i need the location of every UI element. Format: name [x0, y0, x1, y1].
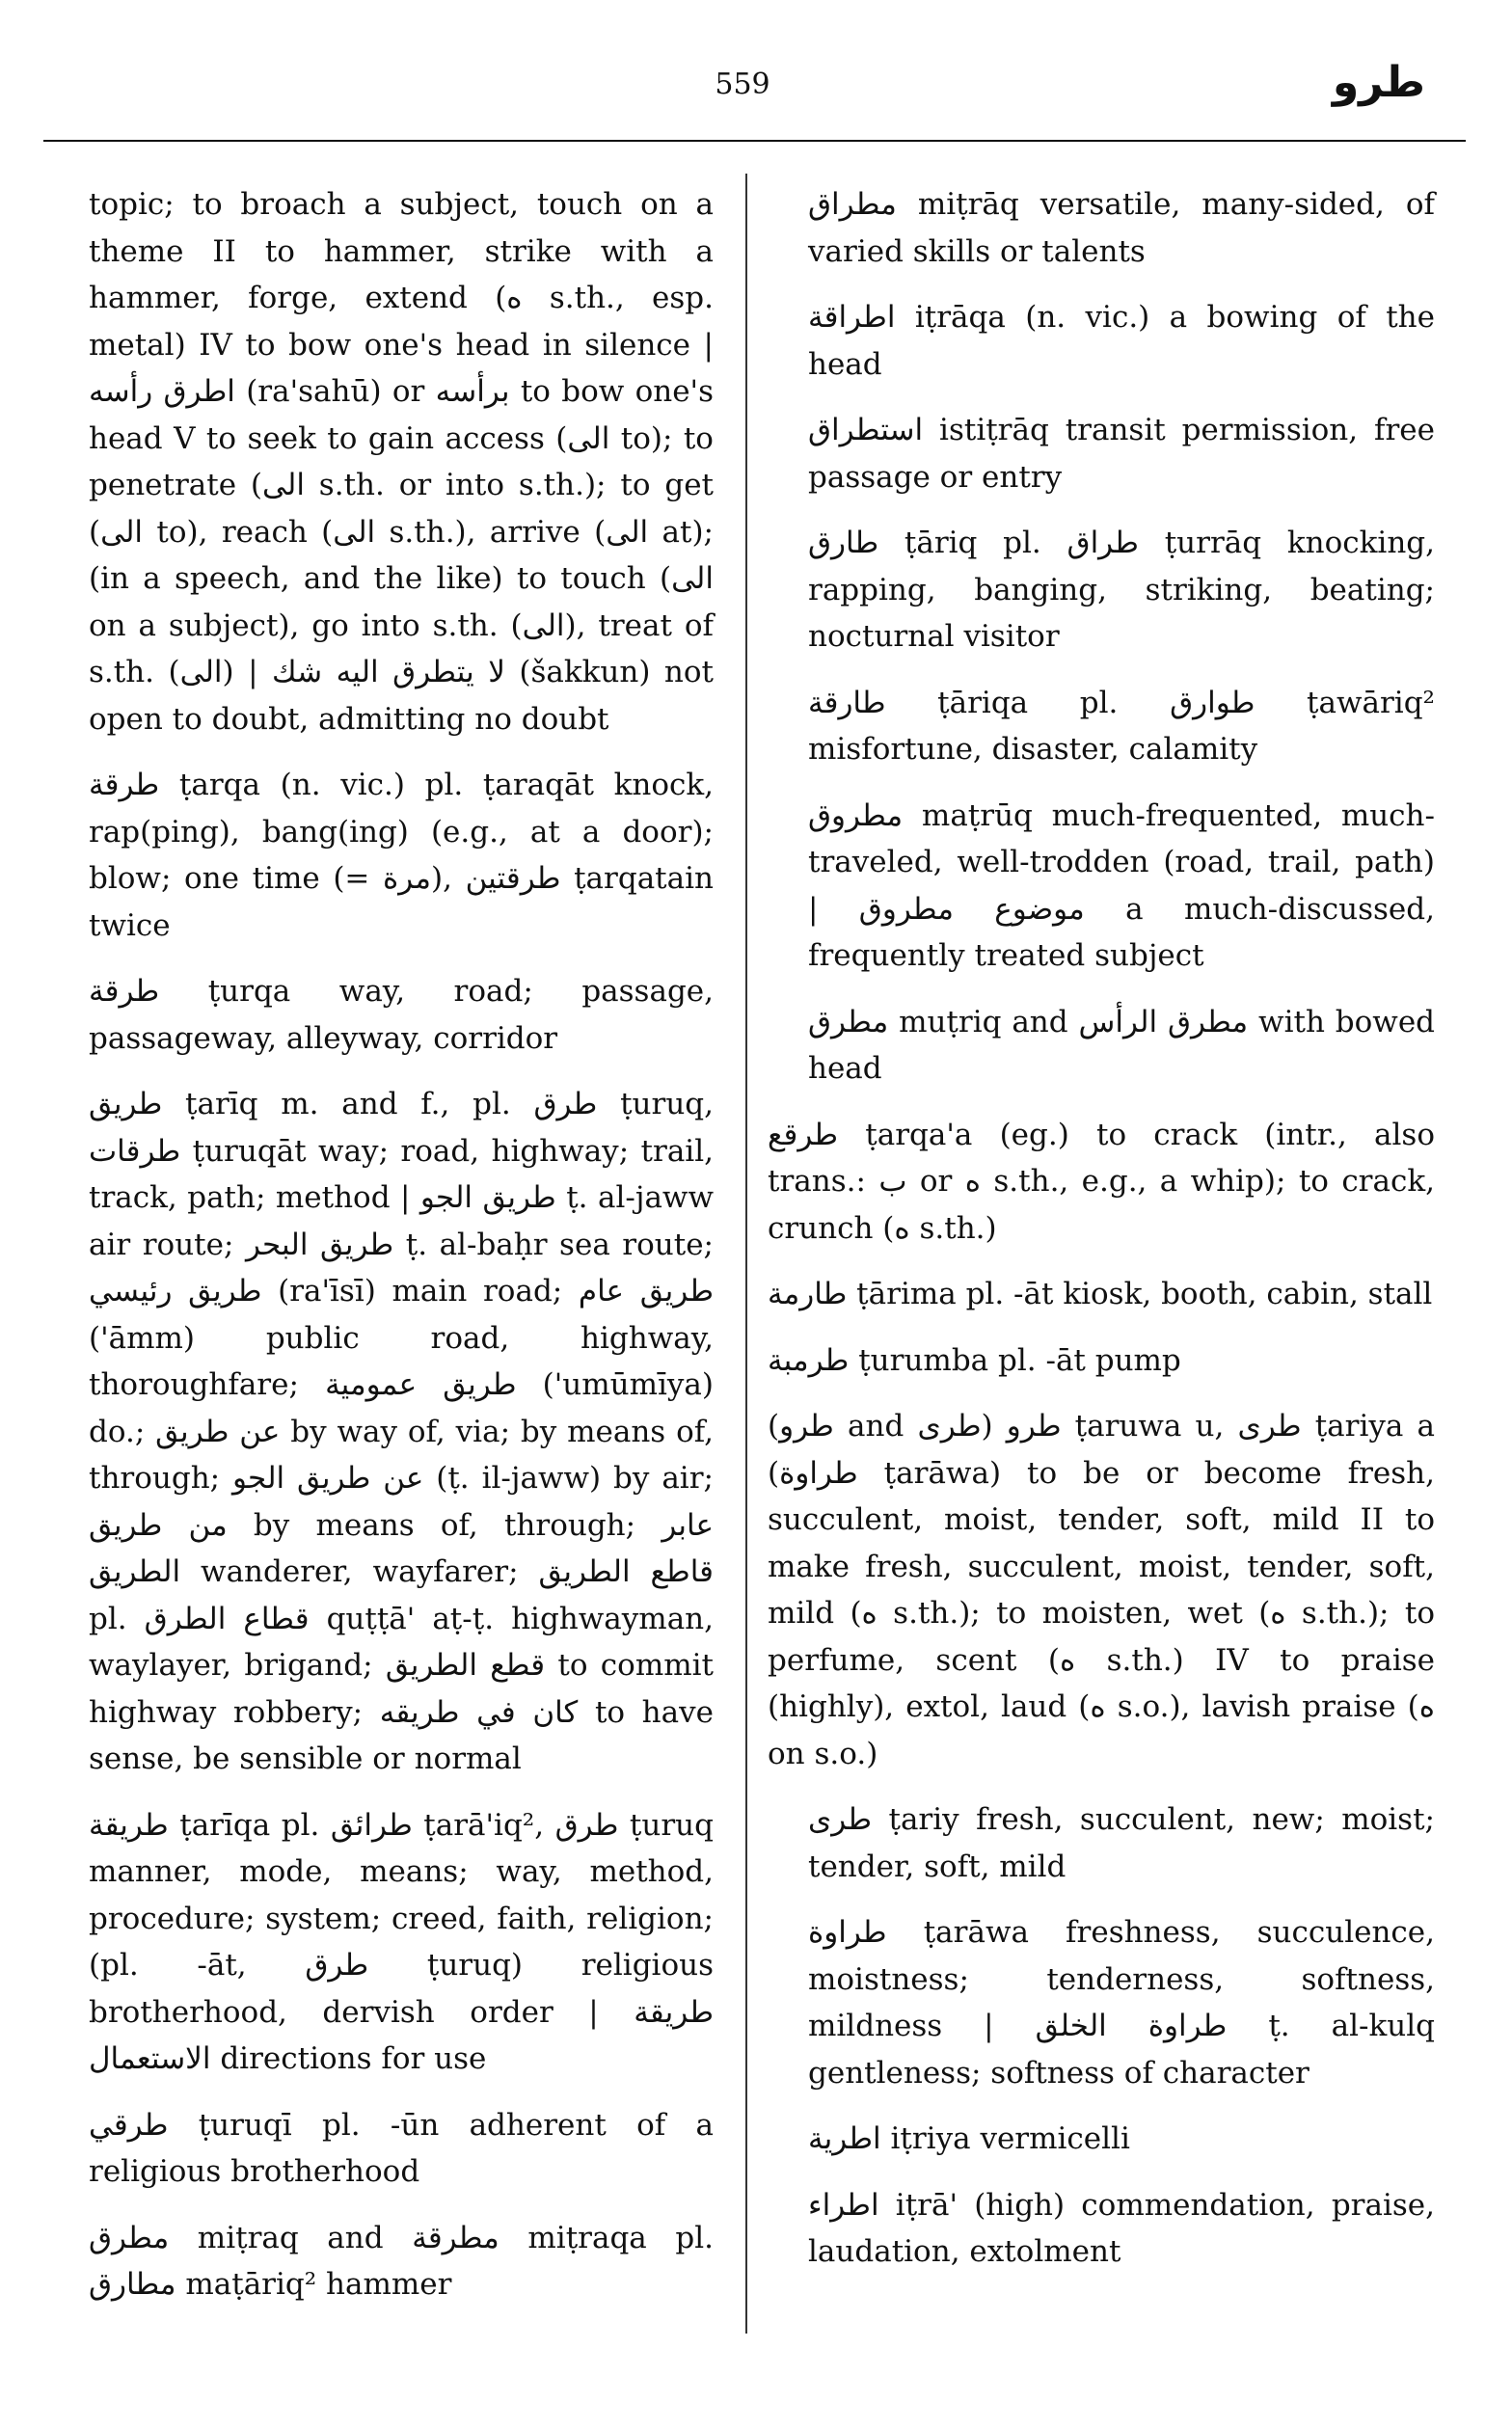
page-number: 559	[715, 67, 770, 101]
dictionary-entry: اطراء iṭrā' (high) commendation, praise, laudation, extolment	[808, 2187, 1435, 2269]
dictionary-entry: طريقة ṭarīqa pl. طرائق ṭarā'iq², طرق ṭuruq manner, mode, means; way, method, procedure; system; creed, faith, religion; (pl. -āt, طرق ṭuruq) religious brotherhood, dervish order | طريقة الاستعمال directions for use	[89, 1807, 714, 2076]
dictionary-entry: مطراق miṭrāq versatile, many-sided, of varied skills or talents	[808, 187, 1435, 269]
dictionary-entry: مطرق muṭriq and مطرق الرأس with bowed head	[808, 1004, 1436, 1086]
dictionary-entry: اطرية iṭriya vermicelli	[808, 2121, 1130, 2156]
dictionary-entry: طرقة ṭarqa (n. vic.) pl. ṭaraqāt knock, rap(ping), bang(ing) (e.g., at a door); blow; one time (= مرة), طرقتين ṭarqatain twice	[89, 768, 714, 943]
dictionary-entry: مطرق miṭraq and مطرقة miṭraqa pl. مطارق maṭāriq² hammer	[89, 2220, 714, 2302]
dictionary-entry: مطروق maṭrūq much-frequented, much-traveled, well-trodden (road, trail, path) | موضوع مطروق a much-discussed, frequently treated subject	[808, 797, 1435, 973]
dictionary-root-entry: (طرو and طرى) طرو ṭaruwa u, طرى ṭariya a (طراوة ṭarāwa) to be or become fresh, succulent, moist, tender, soft, mild II to make fresh, succulent, moist, tender, soft, mild (ه s.th.); to moisten, wet (ه s.th.); to perfume, scent (ه s.th.) IV to praise (highly), extol, laud (ه s.o.), lavish praise (ه on s.o.)	[768, 1409, 1436, 1771]
dictionary-entry: استطراق istiṭrāq transit permission, free passage or entry	[808, 413, 1435, 495]
right-column	[768, 181, 1436, 2295]
running-headword: طرو	[1332, 58, 1425, 107]
dictionary-entry: طارقة ṭāriqa pl. طوارق ṭawāriq² misfortune, disaster, calamity	[808, 685, 1435, 767]
dictionary-entry: طرقي ṭuruqī pl. -ūn adherent of a religious brotherhood	[89, 2107, 714, 2189]
dictionary-entry: طراوة ṭarāwa freshness, succulence, moistness; tenderness, softness, mildness | طراوة الخلق ṭ. al-kulq gentleness; softness of character	[808, 1915, 1435, 2091]
dictionary-entry: طارق ṭāriq pl. طراق ṭurrāq knocking, rapping, banging, striking, beating; nocturnal visitor	[808, 526, 1435, 654]
left-column	[89, 181, 714, 2328]
dictionary-entry: طرى ṭariy fresh, succulent, new; moist; tender, soft, mild	[808, 1802, 1435, 1884]
dictionary-entry: طرقة ṭurqa way, road; passage, passageway, alleyway, corridor	[89, 974, 714, 1056]
dictionary-entry: طريق ṭarīq m. and f., pl. طرق ṭuruq, طرقات ṭuruqāt way; road, highway; trail, track, path; method | طريق الجو ṭ. al-jaww air route; طريق البحر ṭ. al-baḥr sea route; طريق رئيسي (ra'īsī) main road; طريق عام ('āmm) public road, highway, thoroughfare; طريق عمومية ('umūmīya) do.; عن طريق by way of, via; by means of, through; عن طريق الجو (ṭ. il-jaww) by air; من طريق by means of, through; عابر الطريق wanderer, wayfarer; قاطع الطريق pl. قطاع الطرق quṭṭā' aṭ-ṭ. highwayman, waylayer, brigand; قطع الطريق to commit highway robbery; كان في طريقه to have sense, be sensible or normal	[89, 1087, 715, 1776]
dictionary-entry-continuation: topic; to broach a subject, touch on a theme II to hammer, strike with a hammer, forge, extend (ه s.th., esp. metal) IV to bow one's head in silence | اطرق رأسه (ra'sahū) or برأسه to bow one's head V to seek to gain access (الى to); to penetrate (الى s.th. or into s.th.); to get (الى to), reach (الى s.th.), arrive (الى at); (in a speech, and the like) to touch (الى on a subject), go into s.th. (الى), treat of s.th. (الى) | لا يتطرق اليه شك (šakkun) not open to doubt, admitting no doubt	[89, 187, 715, 737]
dictionary-root-entry: طرقع ṭarqa'a (eg.) to crack (intr., also trans.: ب or ه s.th., e.g., a whip); to crack, crunch (ه s.th.)	[768, 1117, 1435, 1246]
dictionary-root-entry: طارمة ṭārima pl. -āt kiosk, booth, cabin, stall	[768, 1277, 1433, 1311]
dictionary-entry: اطراقة iṭrāqa (n. vic.) a bowing of the head	[808, 300, 1435, 382]
dictionary-root-entry: طرمبة ṭurumba pl. -āt pump	[768, 1342, 1181, 1378]
header-rule	[43, 140, 1466, 142]
column-divider	[745, 174, 747, 2334]
